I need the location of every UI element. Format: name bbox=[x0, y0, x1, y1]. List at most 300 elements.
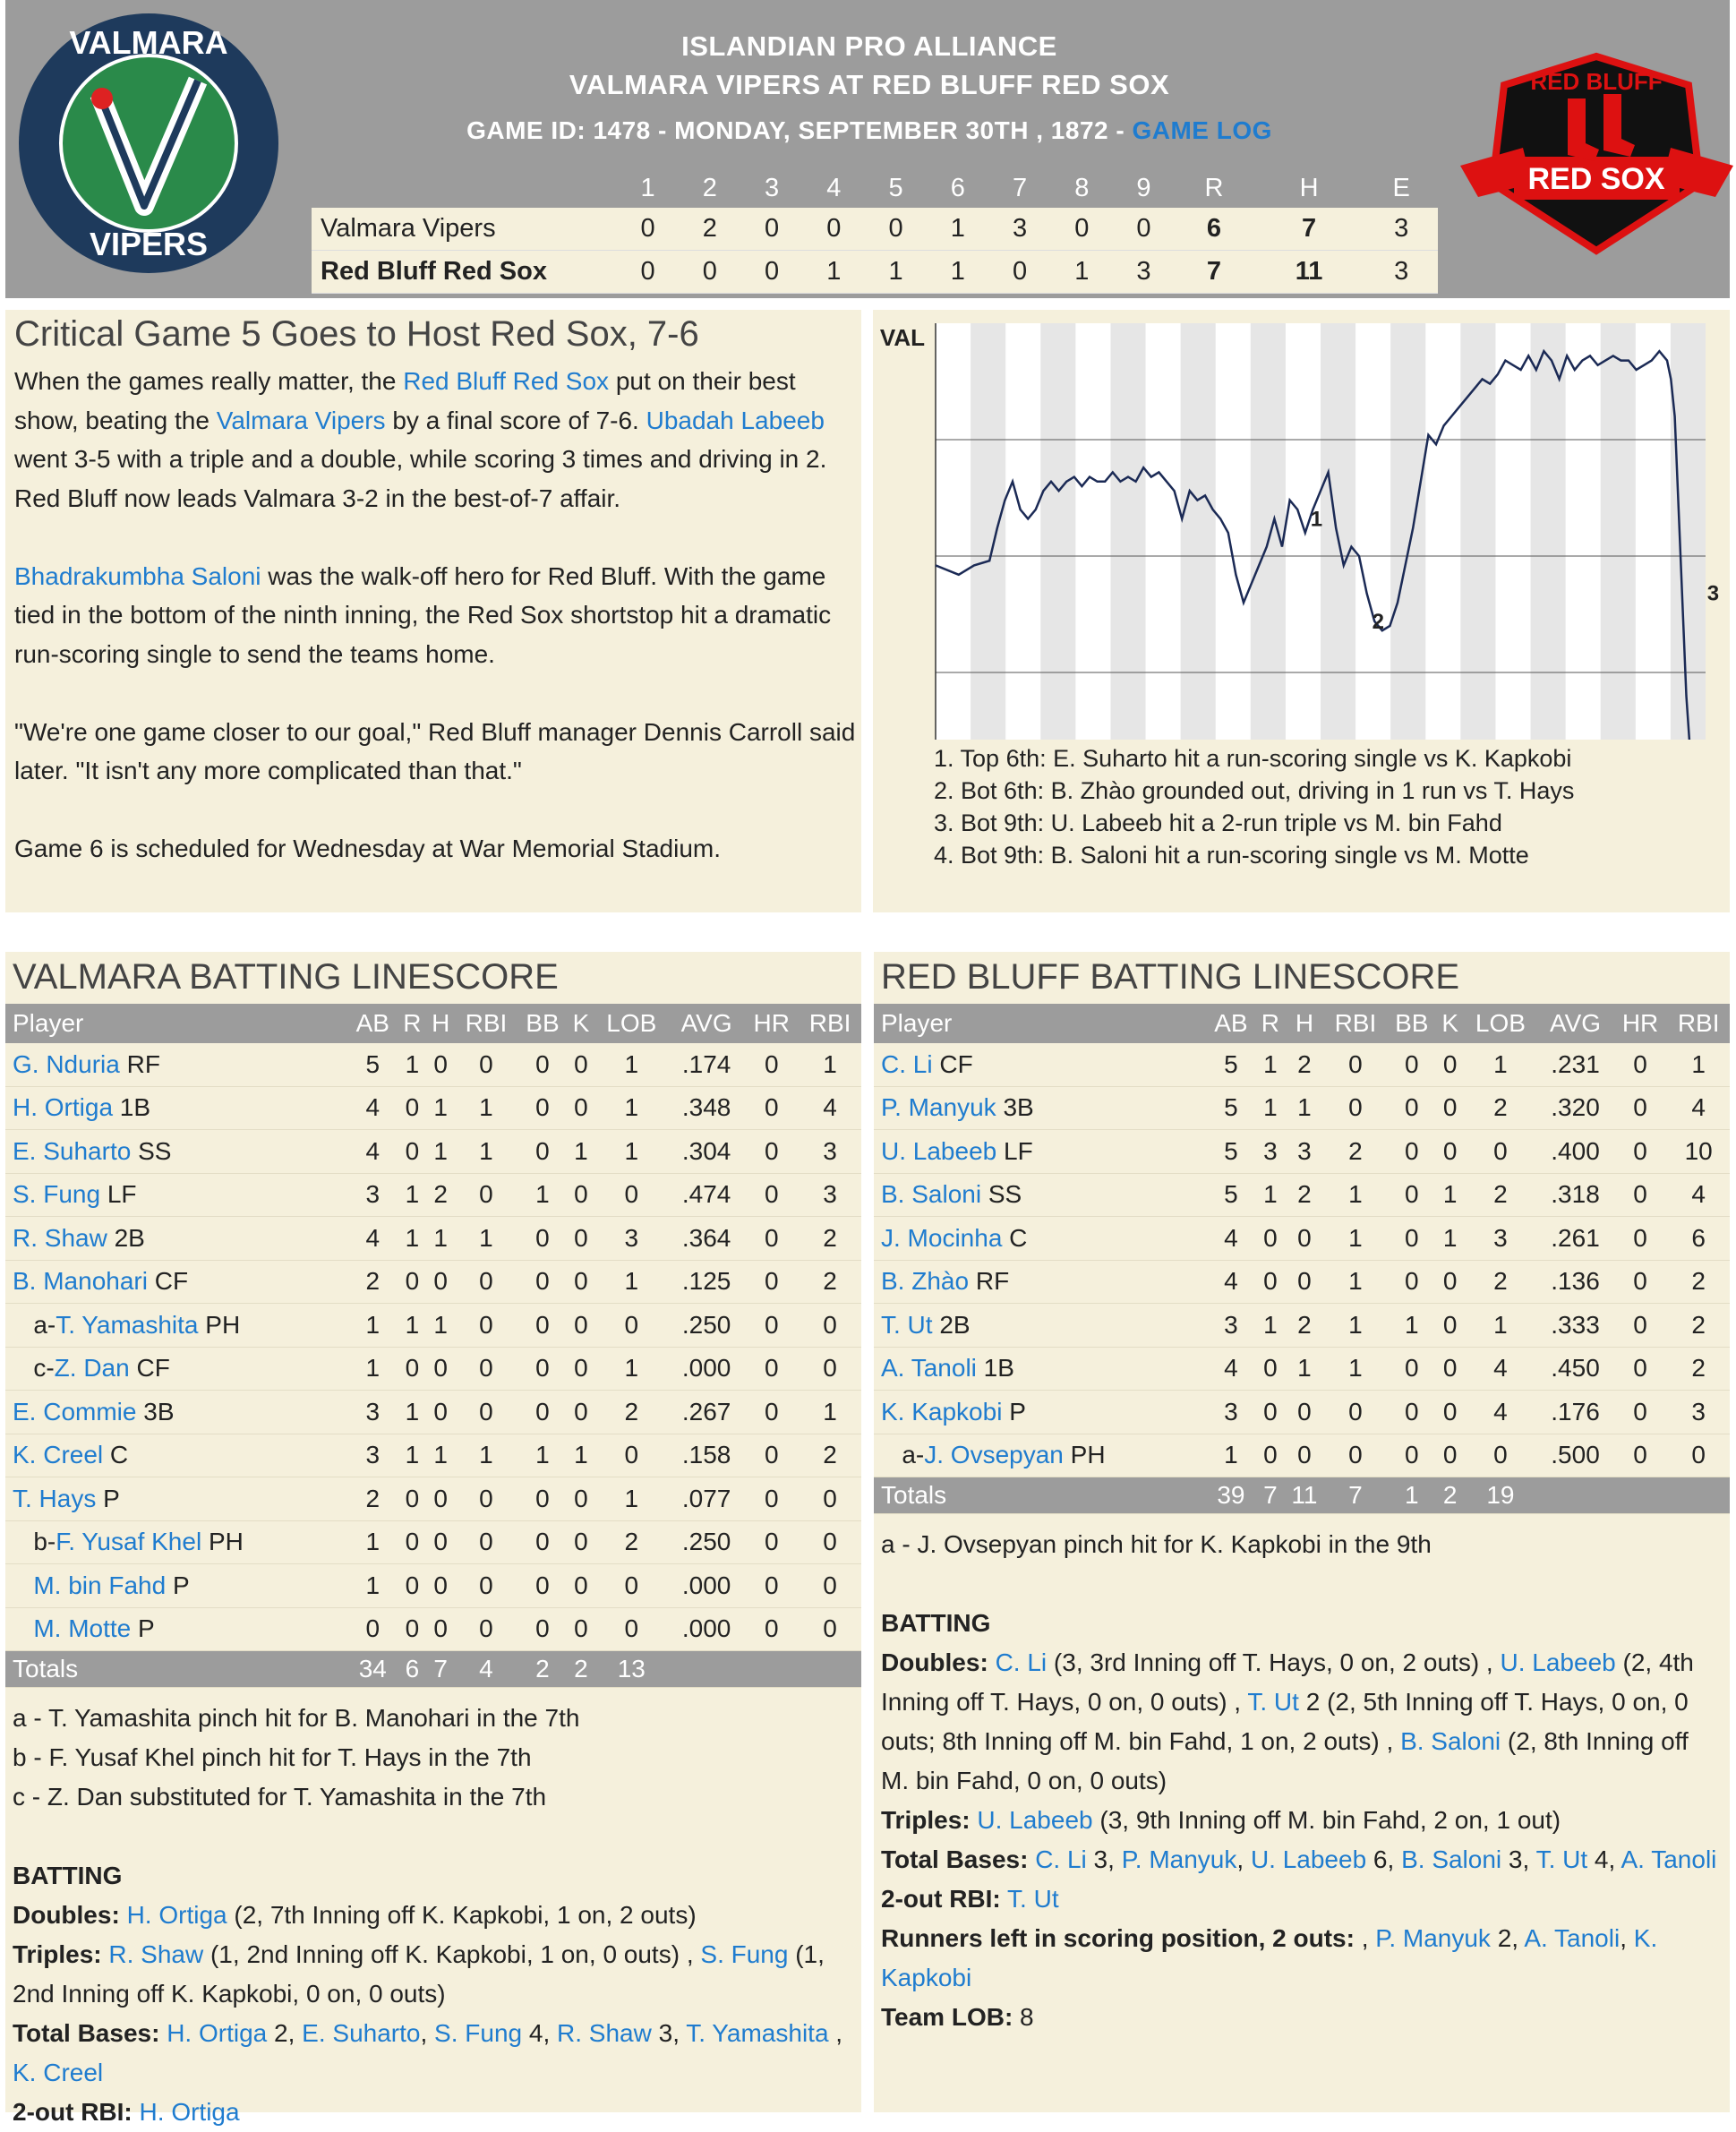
stat-cell: 0 bbox=[594, 1564, 669, 1608]
linescore-cell: 1 bbox=[927, 208, 988, 251]
stat-cell: 1 bbox=[398, 1217, 426, 1261]
sub-prefix: b- bbox=[13, 1528, 56, 1556]
stat-cell: 0 bbox=[1437, 1043, 1464, 1086]
sub-prefix bbox=[13, 1614, 33, 1642]
stat-cell: 0 bbox=[594, 1607, 669, 1651]
stat-cell: 0 bbox=[398, 1347, 426, 1391]
game-header bbox=[5, 0, 1730, 298]
player-cell bbox=[5, 1217, 347, 1261]
redbluff-two-out-rbi: 2-out RBI: T. Ut bbox=[881, 1885, 1059, 1913]
valmara-batting-section bbox=[5, 952, 861, 2126]
batting-col-header: AVG bbox=[669, 1004, 745, 1043]
stat-cell: 0 bbox=[1613, 1347, 1668, 1391]
stat-cell: 1 bbox=[594, 1347, 669, 1391]
stat-cell: 0 bbox=[517, 1130, 568, 1174]
redbluff-team-lob: Team LOB: 8 bbox=[881, 2003, 1034, 2031]
batting-col-header: LOB bbox=[594, 1004, 669, 1043]
stat-cell: .348 bbox=[669, 1086, 745, 1130]
stat-cell: .450 bbox=[1537, 1347, 1612, 1391]
stat-cell: 5 bbox=[347, 1043, 398, 1086]
chart-event-note: 2. Bot 6th: B. Zhào grounded out, driving in 1 run vs T. Hays bbox=[934, 777, 1575, 804]
player-link[interactable]: T. Yamashita bbox=[56, 1310, 199, 1339]
batting-row bbox=[5, 1607, 861, 1651]
player-position: PH bbox=[1063, 1441, 1106, 1469]
stat-cell: 1 bbox=[398, 1173, 426, 1217]
totals-cell: 4 bbox=[455, 1651, 517, 1688]
stat-cell: 0 bbox=[744, 1086, 799, 1130]
linescore-cell: 1 bbox=[1051, 251, 1113, 294]
stat-cell: .250 bbox=[669, 1520, 745, 1564]
stat-cell: 1 bbox=[398, 1304, 426, 1348]
linescore-cell: 3 bbox=[988, 208, 1050, 251]
player-link[interactable]: U. Labeeb bbox=[1250, 1845, 1367, 1873]
batting-col-header: Player bbox=[5, 1004, 347, 1043]
batting-col-header: K bbox=[568, 1004, 594, 1043]
stat-cell: 2 bbox=[1463, 1086, 1537, 1130]
stat-cell: 5 bbox=[1206, 1043, 1256, 1086]
totals-cell: 39 bbox=[1206, 1477, 1256, 1514]
stat-cell: 1 bbox=[455, 1130, 517, 1174]
linescore-cell: 0 bbox=[1051, 208, 1113, 251]
stat-cell: 1 bbox=[426, 1130, 455, 1174]
player-link[interactable]: A. Tanoli bbox=[1524, 1924, 1621, 1952]
player-link[interactable]: K. Creel bbox=[13, 2059, 104, 2086]
stat-cell: 1 bbox=[568, 1130, 594, 1174]
batting-col-header: RBI bbox=[1324, 1004, 1387, 1043]
stat-cell: 0 bbox=[1613, 1391, 1668, 1434]
right-logo-top-text: RED BLUFF bbox=[1530, 68, 1663, 95]
linescore-col-header: E bbox=[1364, 168, 1438, 208]
stat-cell: 0 bbox=[347, 1607, 398, 1651]
linescore-cell: 0 bbox=[617, 208, 679, 251]
linescore-cell: 1 bbox=[803, 251, 865, 294]
player-cell bbox=[5, 1130, 347, 1174]
player-cell bbox=[5, 1434, 347, 1477]
batting-row bbox=[5, 1520, 861, 1564]
player-link[interactable]: B. Zhào bbox=[881, 1267, 970, 1296]
totals-cell: 11 bbox=[1285, 1477, 1324, 1514]
stat-cell: 2 bbox=[1463, 1173, 1537, 1217]
stat-cell: 0 bbox=[455, 1477, 517, 1521]
batting-row bbox=[5, 1130, 861, 1174]
stat-cell: .304 bbox=[669, 1130, 745, 1174]
player-position: 3B bbox=[136, 1397, 175, 1426]
stat-cell: 0 bbox=[594, 1434, 669, 1477]
player-link[interactable]: H. Ortiga bbox=[13, 1093, 114, 1122]
player-link[interactable]: E. Commie bbox=[13, 1397, 137, 1426]
player-link[interactable]: Z. Dan bbox=[54, 1354, 130, 1383]
player-link[interactable]: P. Manyuk bbox=[1375, 1924, 1491, 1952]
linescore-col-header: 3 bbox=[740, 168, 802, 208]
linescore-cell: 3 bbox=[1364, 251, 1438, 294]
batting-row bbox=[5, 1564, 861, 1608]
stat-cell: 0 bbox=[568, 1173, 594, 1217]
stat-cell: 0 bbox=[594, 1304, 669, 1348]
stat-cell: 0 bbox=[1285, 1217, 1324, 1261]
stat-cell: 1 bbox=[1256, 1173, 1285, 1217]
stat-cell: 0 bbox=[1667, 1434, 1730, 1477]
valmara-total-bases: Total Bases: H. Ortiga 2, E. Suharto, S. Fung 4, R. Shaw 3, T. Yamashita , K. Creel bbox=[13, 2019, 843, 2086]
player-link[interactable]: U. Labeeb bbox=[881, 1136, 997, 1165]
stat-cell: 3 bbox=[347, 1173, 398, 1217]
inning-stripe bbox=[1251, 323, 1286, 740]
linescore-cell: 0 bbox=[740, 251, 802, 294]
stat-cell: 1 bbox=[1256, 1304, 1285, 1348]
stat-cell: 1 bbox=[1285, 1086, 1324, 1130]
stat-cell: 1 bbox=[1437, 1173, 1464, 1217]
stat-cell: 0 bbox=[568, 1260, 594, 1304]
stat-cell: 0 bbox=[398, 1607, 426, 1651]
stat-cell: .231 bbox=[1537, 1043, 1612, 1086]
linescore-col-header: 7 bbox=[988, 168, 1050, 208]
stat-cell: 0 bbox=[455, 1347, 517, 1391]
player-link[interactable]: A. Tanoli bbox=[881, 1354, 977, 1383]
stat-cell: 1 bbox=[594, 1086, 669, 1130]
chart-legend bbox=[934, 742, 1574, 871]
stat-cell: 0 bbox=[744, 1130, 799, 1174]
stat-cell: 1 bbox=[1437, 1217, 1464, 1261]
game-log-link[interactable]: GAME LOG bbox=[1132, 116, 1272, 144]
stat-cell: 0 bbox=[455, 1173, 517, 1217]
inning-stripe bbox=[1040, 323, 1075, 740]
player-cell bbox=[874, 1391, 1206, 1434]
player-link[interactable]: E. Suharto bbox=[302, 2019, 421, 2047]
player-link[interactable]: J. Ovsepyan bbox=[924, 1441, 1064, 1469]
stat-cell: 3 bbox=[347, 1434, 398, 1477]
player-position: C bbox=[1002, 1223, 1028, 1252]
batting-row bbox=[874, 1391, 1730, 1434]
story-paragraph-4: Game 6 is scheduled for Wednesday at War Memorial Stadium. bbox=[14, 835, 722, 862]
player-cell bbox=[5, 1607, 347, 1651]
stat-cell: 1 bbox=[594, 1043, 669, 1086]
stat-cell: 1 bbox=[398, 1434, 426, 1477]
chart-event-note: 3. Bot 9th: U. Labeeb hit a 2-run triple vs M. bin Fahd bbox=[934, 809, 1502, 836]
player-link[interactable]: H. Ortiga bbox=[126, 1901, 227, 1929]
stat-cell: 4 bbox=[347, 1217, 398, 1261]
valmara-batting-heading: BATTING bbox=[13, 1862, 123, 1889]
player-link[interactable]: H. Ortiga bbox=[167, 2019, 268, 2047]
stat-cell: 0 bbox=[1285, 1260, 1324, 1304]
inning-stripe bbox=[1390, 323, 1425, 740]
stat-cell: 4 bbox=[1206, 1347, 1256, 1391]
stat-cell: 1 bbox=[347, 1347, 398, 1391]
linescore-row bbox=[312, 251, 1438, 294]
valmara-link[interactable]: Valmara Vipers bbox=[216, 406, 386, 434]
player-link[interactable]: B. Manohari bbox=[13, 1267, 148, 1296]
stat-cell: 0 bbox=[1387, 1434, 1437, 1477]
stat-cell: 0 bbox=[568, 1564, 594, 1608]
win-probability-chart bbox=[873, 310, 1730, 912]
stat-cell: 0 bbox=[455, 1607, 517, 1651]
stat-cell: 6 bbox=[1667, 1217, 1730, 1261]
player-link[interactable]: G. Nduria bbox=[13, 1049, 120, 1078]
player-link[interactable]: M. Motte bbox=[33, 1614, 132, 1643]
stat-cell: 0 bbox=[1285, 1391, 1324, 1434]
batting-col-header: BB bbox=[517, 1004, 568, 1043]
stat-cell: 0 bbox=[799, 1477, 861, 1521]
stat-cell: 0 bbox=[1324, 1391, 1387, 1434]
stat-cell: 1 bbox=[799, 1043, 861, 1086]
player-link[interactable]: T. Ut bbox=[881, 1310, 933, 1339]
batting-col-header: RBI bbox=[799, 1004, 861, 1043]
stat-cell: 0 bbox=[517, 1520, 568, 1564]
stat-cell: 0 bbox=[799, 1520, 861, 1564]
stat-cell: 0 bbox=[1437, 1347, 1464, 1391]
stat-cell: 1 bbox=[517, 1173, 568, 1217]
inning-stripe bbox=[1110, 323, 1145, 740]
batting-col-header: R bbox=[398, 1004, 426, 1043]
event-marker: 3 bbox=[1706, 581, 1720, 606]
stat-cell: 1 bbox=[347, 1520, 398, 1564]
player-link[interactable]: T. Ut bbox=[1007, 1885, 1059, 1913]
totals-cell: 19 bbox=[1463, 1477, 1537, 1514]
player-link[interactable]: M. bin Fahd bbox=[33, 1571, 167, 1599]
stat-cell: 0 bbox=[744, 1520, 799, 1564]
chart-event-note: 1. Top 6th: E. Suharto hit a run-scoring single vs K. Kapkobi bbox=[934, 745, 1572, 772]
totals-cell: 6 bbox=[398, 1651, 426, 1688]
stat-cell: 0 bbox=[1437, 1260, 1464, 1304]
stat-cell: 1 bbox=[594, 1130, 669, 1174]
story-body bbox=[14, 362, 860, 907]
player-link[interactable]: K. Kapkobi bbox=[881, 1397, 1003, 1426]
totals-row bbox=[874, 1477, 1730, 1514]
stat-cell: .267 bbox=[669, 1391, 745, 1434]
player-link[interactable]: T. Ut bbox=[1535, 1845, 1588, 1873]
stat-cell: 2 bbox=[347, 1260, 398, 1304]
stat-cell: 0 bbox=[744, 1173, 799, 1217]
player-link[interactable]: S. Fung bbox=[13, 1180, 101, 1209]
stat-cell: 4 bbox=[1206, 1217, 1256, 1261]
player-link[interactable]: A. Tanoli bbox=[1621, 1845, 1717, 1873]
stat-cell: 3 bbox=[594, 1217, 669, 1261]
stat-cell: 5 bbox=[1206, 1130, 1256, 1174]
redbluff-triples: Triples: U. Labeeb (3, 9th Inning off M. bin Fahd, 2 on, 1 out) bbox=[881, 1806, 1561, 1834]
red-bluff-link[interactable]: Red Bluff Red Sox bbox=[403, 367, 610, 395]
stat-cell: 2 bbox=[799, 1217, 861, 1261]
totals-empty-cell bbox=[1613, 1477, 1668, 1514]
stat-cell: 0 bbox=[744, 1304, 799, 1348]
batting-row bbox=[874, 1347, 1730, 1391]
player-link[interactable]: H. Ortiga bbox=[139, 2098, 240, 2126]
player-link[interactable]: F. Yusaf Khel bbox=[56, 1528, 202, 1556]
player-link[interactable]: B. Saloni bbox=[1400, 1727, 1501, 1755]
player-position: 2B bbox=[107, 1223, 145, 1252]
linescore-cell: 0 bbox=[679, 251, 740, 294]
event-marker: 1 bbox=[1310, 507, 1323, 532]
stat-cell: 1 bbox=[594, 1260, 669, 1304]
totals-cell: Totals bbox=[5, 1651, 347, 1688]
stat-cell: .333 bbox=[1537, 1304, 1612, 1348]
stat-cell: 0 bbox=[1437, 1391, 1464, 1434]
stat-cell: 4 bbox=[347, 1130, 398, 1174]
player-cell bbox=[874, 1304, 1206, 1348]
redbluff-batting-heading: BATTING bbox=[881, 1609, 991, 1637]
player-link[interactable]: T. Ut bbox=[1247, 1688, 1299, 1716]
player-position: CF bbox=[147, 1267, 189, 1296]
batting-col-header: LOB bbox=[1463, 1004, 1537, 1043]
substitution-note: a - J. Ovsepyan pinch hit for K. Kapkobi in the 9th bbox=[881, 1530, 1432, 1558]
story-paragraph-2: Bhadrakumbha Saloni was the walk-off hero for Red Bluff. With the game tied in the bottom of the ninth inning, the Red Sox shortstop hit a dramatic run-scoring single to send the teams home. bbox=[14, 561, 832, 668]
labeeb-link[interactable]: Ubadah Labeeb bbox=[646, 406, 825, 434]
player-position: 2B bbox=[932, 1310, 971, 1339]
player-cell bbox=[874, 1043, 1206, 1086]
player-link[interactable]: T. Hays bbox=[13, 1484, 97, 1512]
player-link[interactable]: B. Saloni bbox=[881, 1180, 982, 1209]
linescore-team-header bbox=[312, 168, 617, 208]
stat-cell: 1 bbox=[455, 1086, 517, 1130]
stat-cell: 0 bbox=[568, 1607, 594, 1651]
stat-cell: 5 bbox=[1206, 1173, 1256, 1217]
stat-cell: 1 bbox=[1256, 1043, 1285, 1086]
player-link[interactable]: U. Labeeb bbox=[1500, 1648, 1616, 1676]
player-link[interactable]: T. Yamashita bbox=[686, 2019, 829, 2047]
player-link[interactable]: U. Labeeb bbox=[977, 1806, 1093, 1834]
linescore-col-header: 9 bbox=[1113, 168, 1175, 208]
top-team-label: VAL bbox=[879, 324, 925, 351]
stat-cell: 0 bbox=[455, 1043, 517, 1086]
stat-cell: 1 bbox=[799, 1391, 861, 1434]
stat-cell: 2 bbox=[1463, 1260, 1537, 1304]
batting-col-header: Player bbox=[874, 1004, 1206, 1043]
stat-cell: 0 bbox=[799, 1304, 861, 1348]
batting-row bbox=[5, 1260, 861, 1304]
stat-cell: 0 bbox=[744, 1391, 799, 1434]
stat-cell: 1 bbox=[398, 1391, 426, 1434]
stat-cell: 0 bbox=[398, 1564, 426, 1608]
stat-cell: 3 bbox=[799, 1173, 861, 1217]
player-position: 1B bbox=[113, 1093, 151, 1122]
linescore-cell: 6 bbox=[1175, 208, 1253, 251]
stat-cell: 0 bbox=[744, 1607, 799, 1651]
player-link[interactable]: J. Mocinha bbox=[881, 1223, 1003, 1252]
stat-cell: 4 bbox=[1463, 1347, 1537, 1391]
stat-cell: 0 bbox=[1613, 1217, 1668, 1261]
player-link[interactable]: P. Manyuk bbox=[881, 1093, 996, 1122]
stat-cell: 0 bbox=[799, 1607, 861, 1651]
player-position: P bbox=[131, 1614, 155, 1643]
stat-cell: 1 bbox=[426, 1434, 455, 1477]
linescore-cell: 7 bbox=[1175, 251, 1253, 294]
linescore-col-header: H bbox=[1253, 168, 1365, 208]
stat-cell: 0 bbox=[799, 1564, 861, 1608]
stat-cell: 1 bbox=[1463, 1304, 1537, 1348]
stat-cell: 0 bbox=[426, 1607, 455, 1651]
linescore-col-header: 5 bbox=[865, 168, 927, 208]
stat-cell: 2 bbox=[594, 1520, 669, 1564]
valmara-notes bbox=[5, 1688, 861, 2132]
event-marker: 2 bbox=[1372, 609, 1384, 634]
player-link[interactable]: B. Saloni bbox=[1401, 1845, 1502, 1873]
stat-cell: 2 bbox=[426, 1173, 455, 1217]
stat-cell: 0 bbox=[594, 1173, 669, 1217]
stat-cell: 0 bbox=[398, 1260, 426, 1304]
stat-cell: 0 bbox=[1256, 1347, 1285, 1391]
linescore-team-name: Red Bluff Red Sox bbox=[312, 251, 617, 294]
stat-cell: 0 bbox=[426, 1477, 455, 1521]
linescore-cell: 1 bbox=[865, 251, 927, 294]
player-link[interactable]: C. Li bbox=[881, 1049, 933, 1078]
stat-cell: 0 bbox=[1613, 1434, 1668, 1477]
stat-cell: 0 bbox=[455, 1564, 517, 1608]
stat-cell: .125 bbox=[669, 1260, 745, 1304]
stat-cell: 0 bbox=[517, 1391, 568, 1434]
player-link[interactable]: R. Shaw bbox=[108, 1940, 204, 1968]
stat-cell: 5 bbox=[1206, 1086, 1256, 1130]
player-link[interactable]: K. Creel bbox=[13, 1441, 104, 1469]
redbluff-notes bbox=[874, 1514, 1730, 2037]
stat-cell: 0 bbox=[398, 1477, 426, 1521]
player-link[interactable]: K. Kapkobi bbox=[881, 1924, 1658, 1991]
stat-cell: .176 bbox=[1537, 1391, 1612, 1434]
batting-col-header: AVG bbox=[1537, 1004, 1612, 1043]
stat-cell: 2 bbox=[347, 1477, 398, 1521]
totals-cell: 2 bbox=[1437, 1477, 1464, 1514]
saloni-link[interactable]: Bhadrakumbha Saloni bbox=[14, 561, 261, 590]
batting-col-header: AB bbox=[347, 1004, 398, 1043]
batting-col-header: AB bbox=[1206, 1004, 1256, 1043]
player-link[interactable]: E. Suharto bbox=[13, 1136, 132, 1165]
chart-event-note: 4. Bot 9th: B. Saloni hit a run-scoring single vs M. Motte bbox=[934, 842, 1529, 869]
totals-empty-cell bbox=[669, 1651, 745, 1688]
player-link[interactable]: C. Li bbox=[1035, 1845, 1087, 1873]
story-paragraph-3: "We're one game closer to our goal," Red Bluff manager Dennis Carroll said later. "It isn't any more complicated than that." bbox=[14, 717, 856, 784]
stat-cell: .261 bbox=[1537, 1217, 1612, 1261]
stat-cell: 1 bbox=[455, 1434, 517, 1477]
stat-cell: 0 bbox=[1387, 1217, 1437, 1261]
player-link[interactable]: R. Shaw bbox=[557, 2019, 652, 2047]
game-info: GAME ID: 1478 - MONDAY, SEPTEMBER 30TH , 1872 - GAME LOG bbox=[466, 116, 1272, 144]
stat-cell: 0 bbox=[426, 1347, 455, 1391]
stat-cell: 0 bbox=[517, 1260, 568, 1304]
stat-cell: 3 bbox=[1667, 1391, 1730, 1434]
stat-cell: 1 bbox=[1387, 1304, 1437, 1348]
player-cell bbox=[874, 1434, 1206, 1477]
stat-cell: 1 bbox=[1206, 1434, 1256, 1477]
stat-cell: 0 bbox=[398, 1520, 426, 1564]
player-position: P bbox=[1002, 1397, 1026, 1426]
player-link[interactable]: S. Fung bbox=[434, 2019, 523, 2047]
stat-cell: .250 bbox=[669, 1304, 745, 1348]
player-cell bbox=[5, 1304, 347, 1348]
batting-row bbox=[874, 1217, 1730, 1261]
stat-cell: 1 bbox=[1324, 1304, 1387, 1348]
player-link[interactable]: R. Shaw bbox=[13, 1223, 107, 1252]
redbluff-doubles: Doubles: C. Li (3, 3rd Inning off T. Hays, 0 on, 2 outs) , U. Labeeb (2, 4th Inning off T. Hays, 0 on, 0 outs) , T. Ut 2 (2, 5th Inning off T. Hays, 0 on, 0 outs; 8th Inning off M. bin Fahd, 1 on, 2 outs) , B. Saloni (2, 8th Inning off M. bin Fahd, 0 on, 0 outs) bbox=[881, 1648, 1694, 1794]
player-cell bbox=[5, 1173, 347, 1217]
redbluff-batting-section bbox=[874, 952, 1730, 2112]
player-position: 1B bbox=[976, 1354, 1014, 1383]
totals-cell: 7 bbox=[1324, 1477, 1387, 1514]
stat-cell: 0 bbox=[1256, 1217, 1285, 1261]
player-link[interactable]: C. Li bbox=[995, 1648, 1048, 1676]
stat-cell: .077 bbox=[669, 1477, 745, 1521]
batting-row bbox=[874, 1086, 1730, 1130]
stat-cell: 0 bbox=[517, 1477, 568, 1521]
linescore-table bbox=[312, 168, 1438, 294]
stat-cell: 0 bbox=[1437, 1434, 1464, 1477]
sub-prefix: c- bbox=[13, 1354, 55, 1383]
valmara-batting-title: VALMARA BATTING LINESCORE bbox=[13, 957, 559, 997]
totals-cell: 2 bbox=[568, 1651, 594, 1688]
player-link[interactable]: P. Manyuk bbox=[1121, 1845, 1237, 1873]
player-position: P bbox=[96, 1484, 120, 1512]
stat-cell: 3 bbox=[1206, 1391, 1256, 1434]
stat-cell: 10 bbox=[1667, 1130, 1730, 1174]
linescore-cell: 7 bbox=[1253, 208, 1365, 251]
stat-cell: 0 bbox=[744, 1434, 799, 1477]
linescore-col-header: 6 bbox=[927, 168, 988, 208]
player-link[interactable]: S. Fung bbox=[700, 1940, 789, 1968]
